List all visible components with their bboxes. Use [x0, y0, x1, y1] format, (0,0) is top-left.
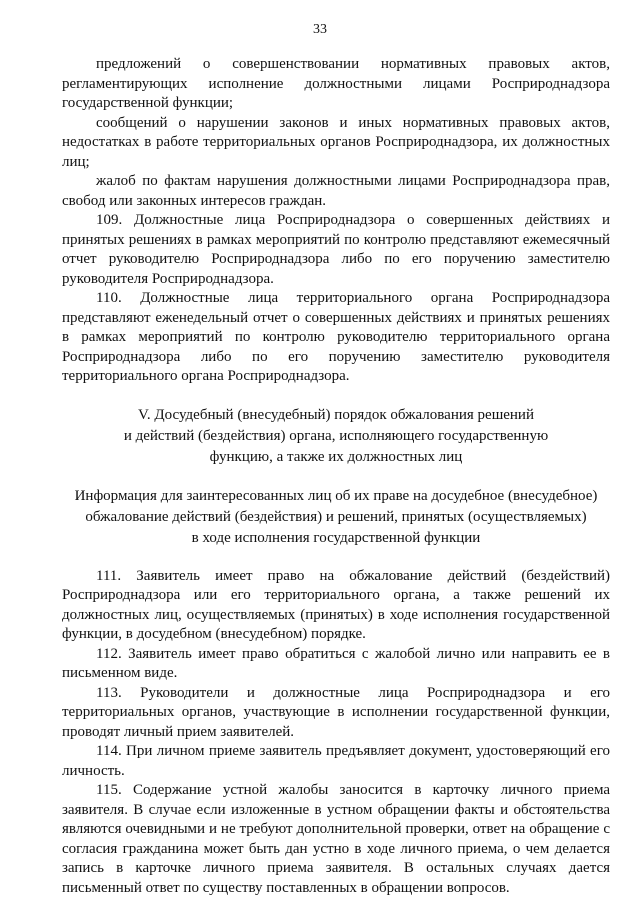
- page-number: 33: [313, 22, 327, 37]
- paragraph-110: 110. Должностные лица территориального органа Росприроднадзора представляют еженедельный отчет о совершенных действиях и принятых решениях в рамках мероприятий по контролю руководителю территориального органа Росприроднадзора либо по его поручению заместителю руководителя территориального органа Росприроднадзора.: [62, 290, 610, 384]
- info-heading: [62, 486, 610, 549]
- paragraph-113: 113. Руководители и должностные лица Росприроднадзора и его территориальных органов, участвующие в исполнении государственной функции, проводят личный прием заявителей.: [62, 684, 610, 740]
- paragraph-112: 112. Заявитель имеет право обратиться с жалобой лично или направить ее в письменном виде.: [62, 645, 610, 681]
- paragraph-proposals: предложений о совершенствовании нормативных правовых актов, регламентирующих исполнение должностными лицами Росприроднадзора государственной функции;: [62, 56, 610, 111]
- paragraph-reports-violations: сообщений о нарушении законов и иных нормативных правовых актов, недостатках в работе территориальных органов Росприроднадзора, их должностных лиц;: [62, 114, 610, 170]
- section-heading-line: функцию, а также их должностных лиц: [209, 448, 463, 465]
- paragraph-111: 111. Заявитель имеет право на обжалование действий (бездействий) Росприроднадзора или его территориального органа, а также решений их должностных лиц, осуществляемых (принятых) в ходе исполнения государственной функции, в досудебном (внесудебном) порядке.: [62, 567, 610, 642]
- paragraph-109: 109. Должностные лица Росприроднадзора о совершенных действиях и принятых решениях в рамках мероприятий по контролю представляют ежемесячный отчет руководителю Росприроднадзора либо по его поручению заместителю руководителя Росприроднадзора.: [62, 212, 610, 287]
- section-heading-line: V. Досудебный (внесудебный) порядок обжалования решений: [138, 406, 534, 423]
- paragraph-115: 115. Содержание устной жалобы заносится в карточку личного приема заявителя. В случае если изложенные в устном обращении факты и обстоятельства являются очевидными и не требуют дополнительной проверки, ответ на обращение с согласия гражданина может быть дан устно в ходе личного приема, о чем делается запись в карточке личного приема заявителя. В остальных случаях дается письменный ответ по существу поставленных в обращении вопросов.: [62, 782, 610, 896]
- info-heading-line: Информация для заинтересованных лиц об их праве на досудебное (внесудебное): [74, 487, 598, 504]
- paragraph-complaints: жалоб по фактам нарушения должностными лицами Росприроднадзора прав, свобод или законных интересов граждан.: [62, 173, 610, 209]
- paragraph-114: 114. При личном приеме заявитель предъявляет документ, удостоверяющий его личность.: [62, 743, 610, 779]
- info-heading-line: обжалование действий (бездействия) и решений, принятых (осуществляемых): [85, 508, 587, 525]
- section-heading-line: и действий (бездействия) органа, исполняющего государственную: [123, 427, 549, 444]
- info-heading-line: в ходе исполнения государственной функции: [191, 529, 481, 546]
- section-heading: [62, 405, 610, 468]
- document-body: [62, 55, 610, 898]
